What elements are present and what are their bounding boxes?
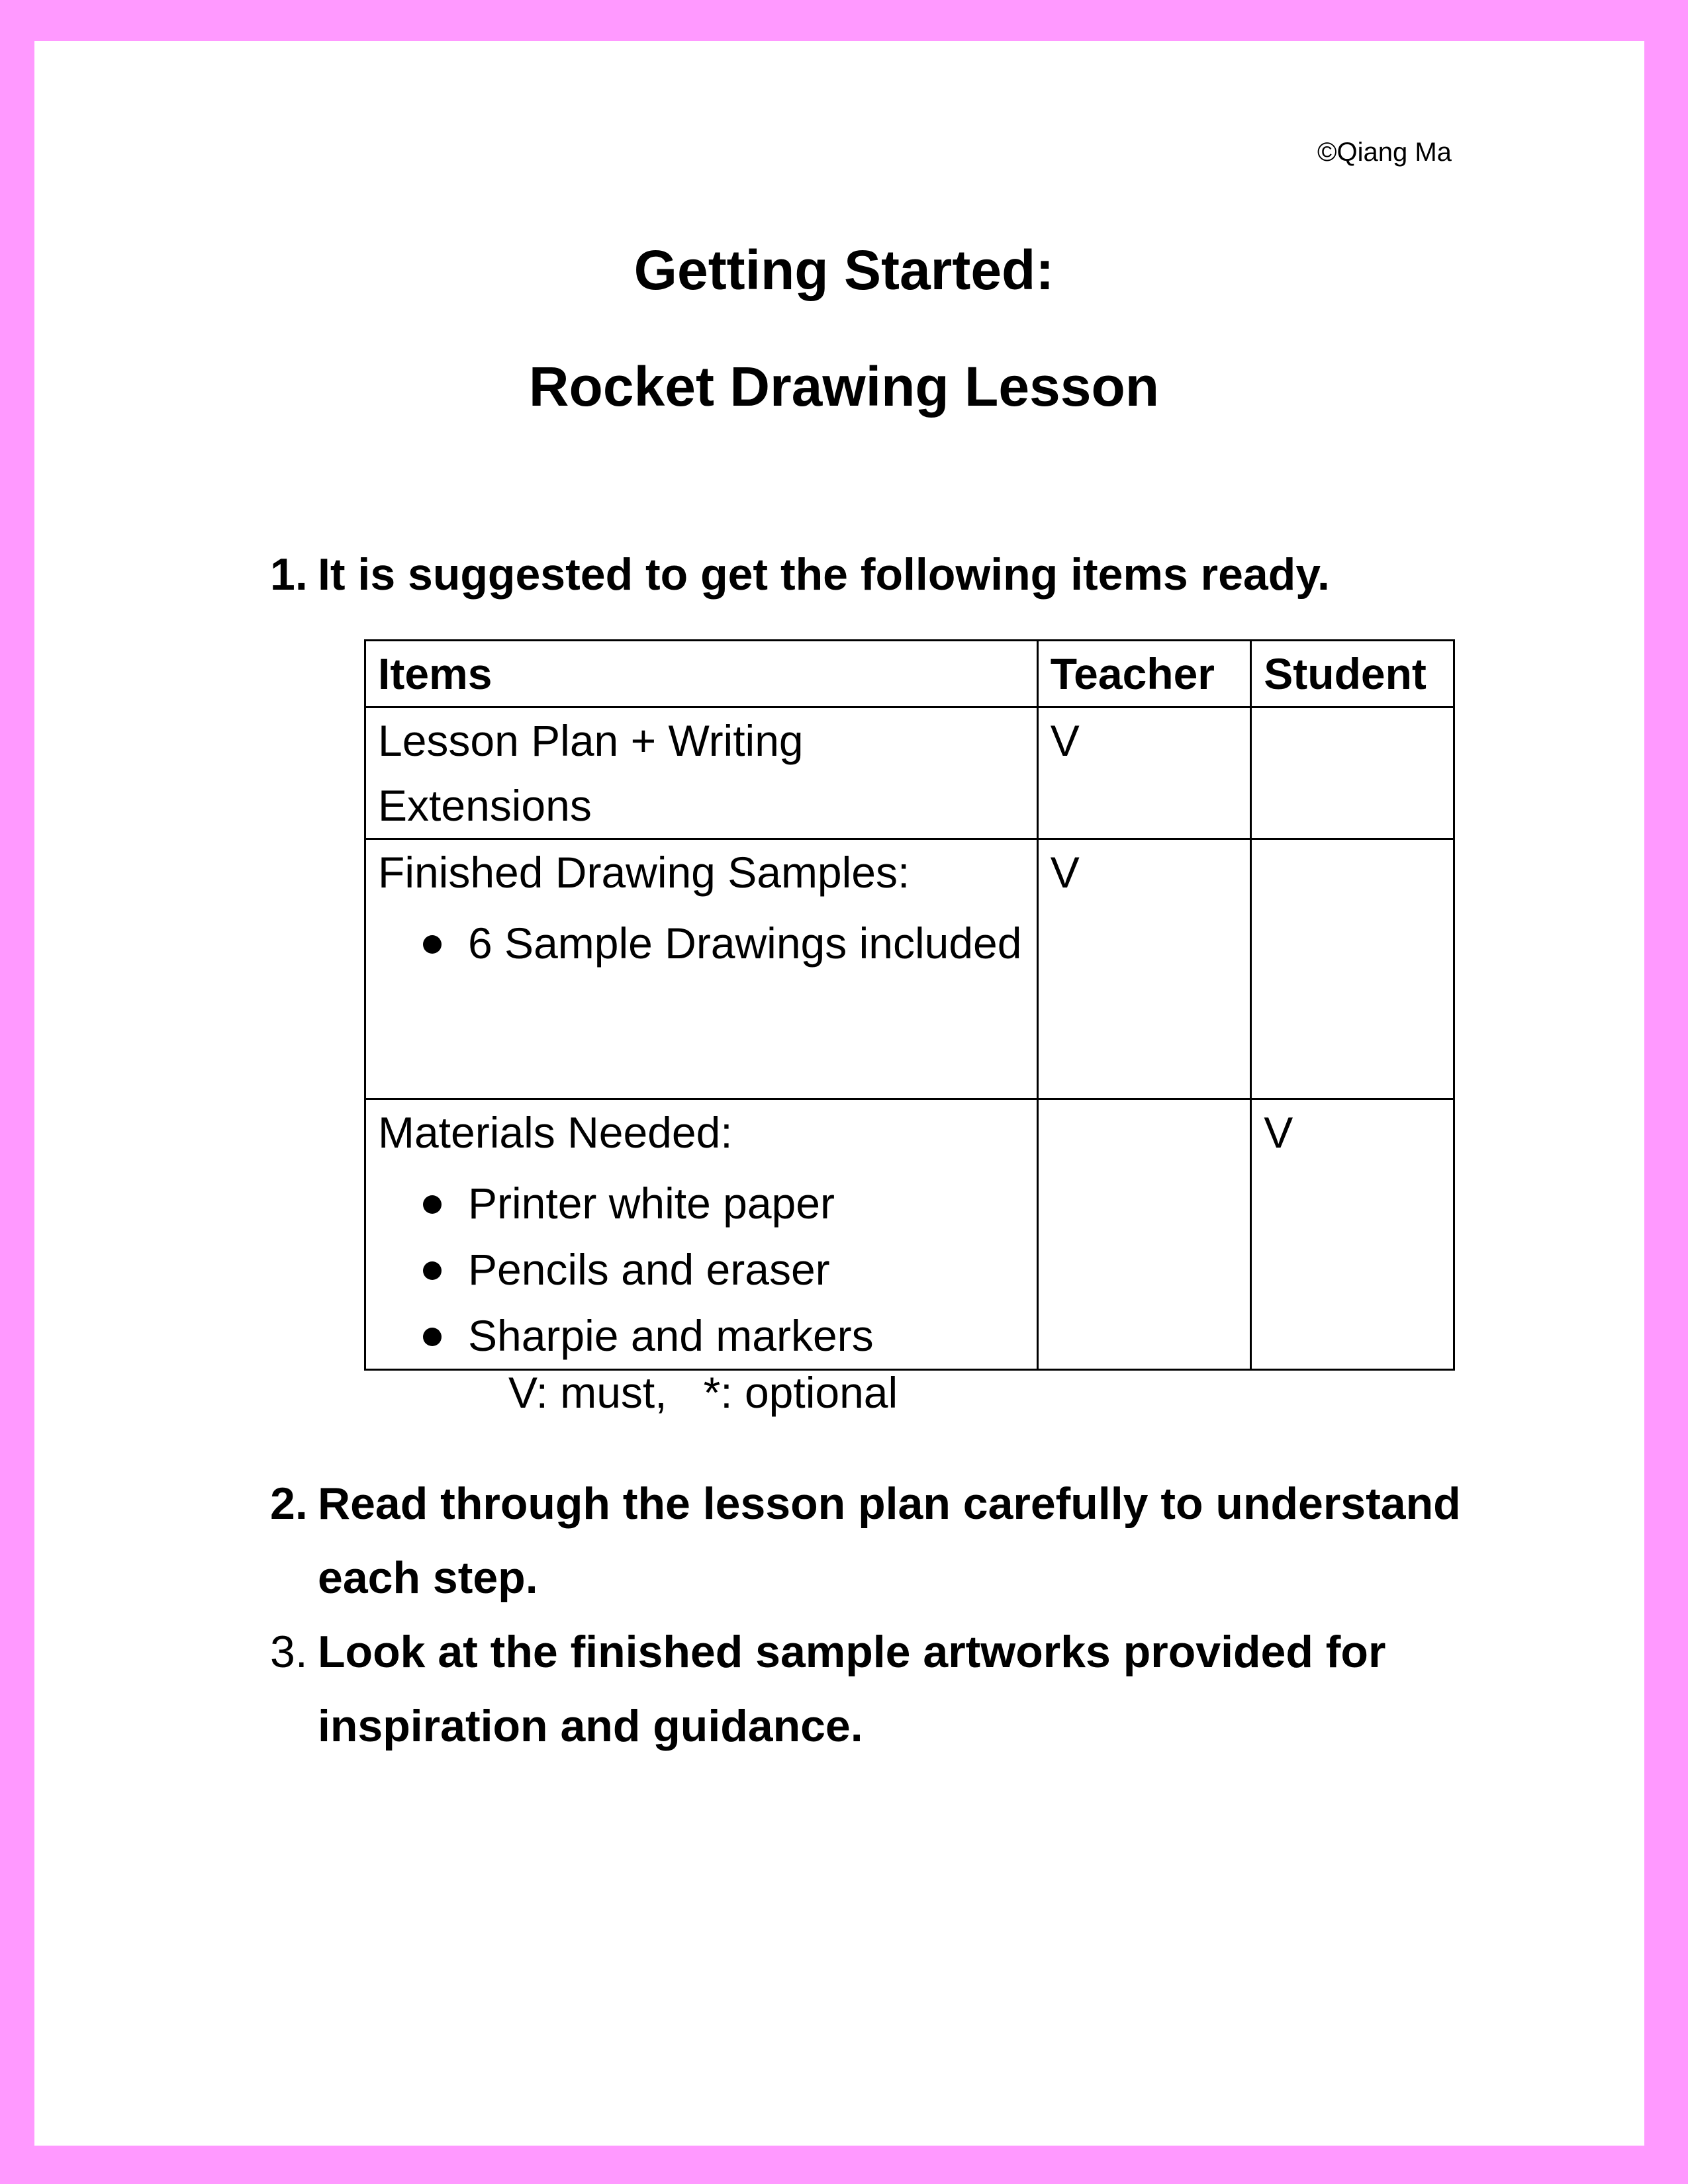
- cell-teacher: V: [1037, 707, 1251, 839]
- step-number: 2.: [270, 1479, 308, 1529]
- table-row: [365, 1099, 1454, 1370]
- table-row: [365, 707, 1454, 839]
- table-legend: V: must, *: optional: [508, 1368, 898, 1417]
- item-label: Finished Drawing Samples:: [378, 848, 910, 897]
- item-label: Materials Needed:: [378, 1108, 733, 1157]
- bullet-list: [378, 910, 1025, 976]
- table-header-row: [365, 641, 1454, 707]
- page-title: Getting Started:: [633, 239, 1055, 301]
- bullet-list: [378, 1170, 1025, 1369]
- step-number: 1.: [270, 549, 308, 600]
- bullet-icon: [423, 1328, 442, 1346]
- cell-teacher: [1037, 1099, 1251, 1370]
- page-subtitle: Rocket Drawing Lesson: [528, 355, 1160, 418]
- header-teacher: Teacher: [1037, 641, 1251, 707]
- bullet-icon: [423, 1261, 442, 1280]
- step-number: 3.: [270, 1627, 308, 1677]
- cell-teacher: V: [1037, 839, 1251, 1099]
- cell-item: [365, 707, 1038, 839]
- step-text: It is suggested to get the following items ready.: [318, 549, 1330, 600]
- cell-student: [1251, 839, 1454, 1099]
- list-item: Printer white paper: [468, 1170, 1025, 1236]
- header-items: Items: [365, 641, 1038, 707]
- bullet-icon: [423, 1195, 442, 1214]
- step-text: Look at the finished sample artworks provided for inspiration and guidance.: [318, 1627, 1386, 1751]
- items-table: [364, 639, 1455, 1371]
- list-item: Sharpie and markers: [468, 1302, 1025, 1369]
- cell-item: [365, 1099, 1038, 1370]
- cell-student: [1251, 707, 1454, 839]
- bullet-icon: [423, 935, 442, 954]
- step-text: Read through the lesson plan carefully to understand each step.: [318, 1479, 1461, 1603]
- list-item: 6 Sample Drawings included: [468, 910, 1025, 976]
- item-label: Lesson Plan + Writing Extensions: [378, 716, 804, 830]
- header-student: Student: [1251, 641, 1454, 707]
- list-item: Pencils and eraser: [468, 1236, 1025, 1302]
- table-row: [365, 839, 1454, 1099]
- cell-student: V: [1251, 1099, 1454, 1370]
- cell-item: [365, 839, 1038, 1099]
- copyright-notice: ©Qiang Ma: [1317, 138, 1452, 167]
